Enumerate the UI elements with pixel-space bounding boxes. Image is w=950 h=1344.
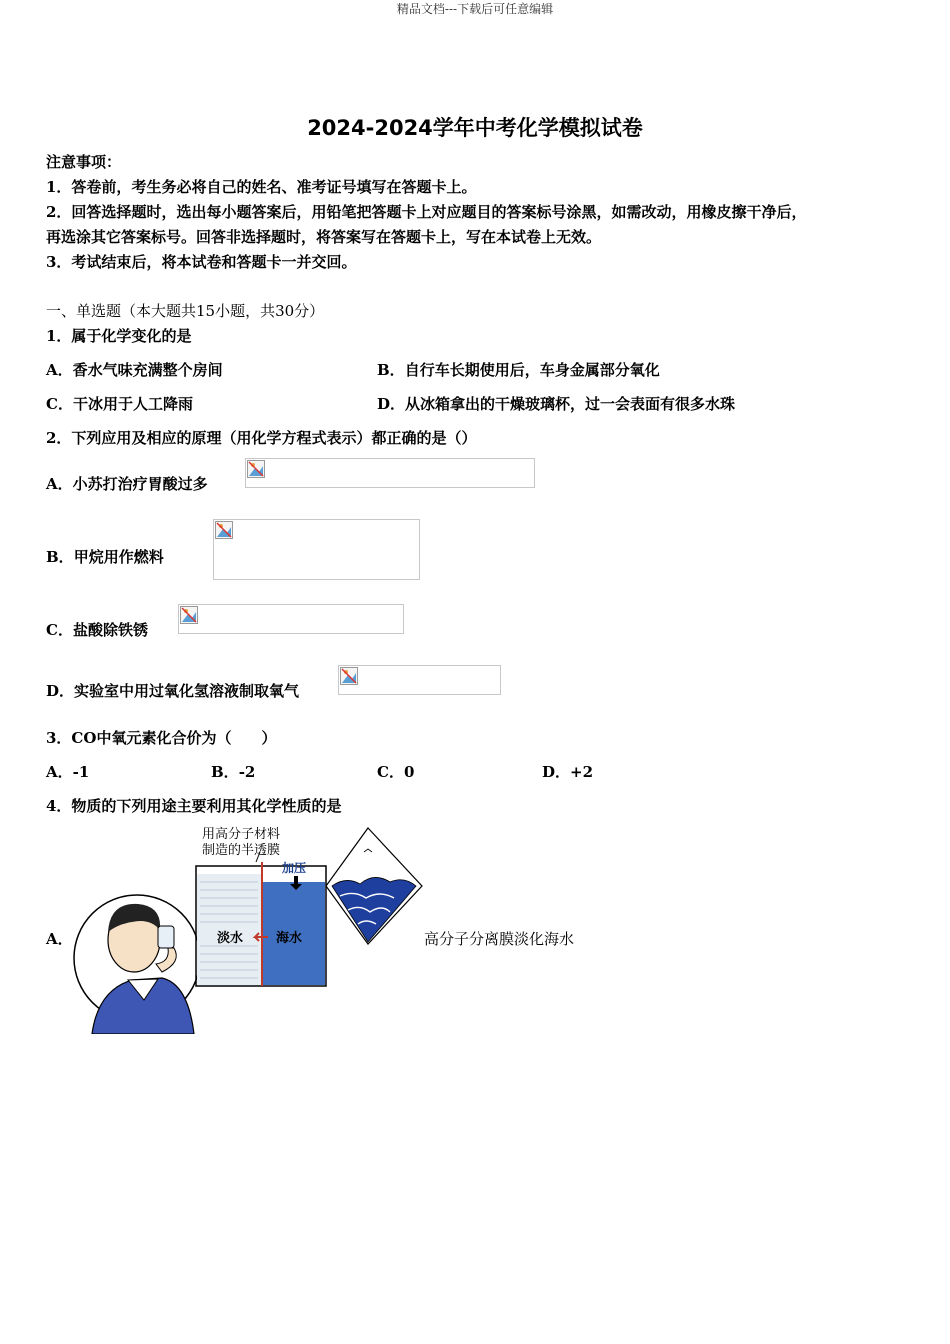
option-label: A． [46,475,73,493]
option-label: D． [377,395,406,413]
notice-item-2-cont: 再选涂其它答案标号。回答非选择题时，将答案写在答题卡上，写在本试卷上无效。 [46,228,602,246]
broken-image-icon [215,521,233,539]
option-text: 盐酸除铁锈 [72,621,148,639]
q2-option-c [46,618,148,643]
q2-option-b [46,545,164,570]
broken-image-icon [340,667,358,685]
option-label: A． [46,361,73,379]
desalination-figure [70,822,425,1034]
q3-option-d [542,760,593,785]
fresh-water-region [197,874,261,985]
section-heading: 一、单选题（本大题共15小题，共30分） [46,302,325,320]
page-title: 2024-2024学年中考化学模拟试卷 [307,116,643,140]
sea-water-label: 海水 [276,931,303,946]
broken-image-icon [247,460,265,478]
option-text: -1 [72,763,90,781]
q3-stem: 3．CO中氧元素化合价为（ ） [46,729,277,747]
q1-option-b [377,358,660,383]
fresh-water-label: 淡水 [217,931,244,946]
q1-stem: 1．属于化学变化的是 [46,327,192,345]
option-text: 实验室中用过氧化氢溶液制取氧气 [74,682,300,700]
notice-item-1: 1．答卷前，考生务必将自己的姓名、准考证号填写在答题卡上。 [46,178,477,196]
broken-image-icon [180,606,198,624]
option-text: +2 [570,763,594,781]
q3-option-b [211,760,255,785]
option-label: A． [46,763,73,781]
option-text: 从冰箱拿出的干燥玻璃杯，过一会表面有很多水珠 [405,395,736,413]
option-label: B． [377,361,405,379]
option-label: C． [46,621,73,639]
notice-item-2: 2．回答选择题时，选出每小题答案后，用铅笔把答题卡上对应题目的答案标号涂黑，如需改动，用橡皮擦干净后， [46,203,807,221]
q4-option-a-label: A． [46,930,73,948]
q2-option-a [46,472,208,497]
option-label: B． [211,763,239,781]
option-label: C． [46,395,73,413]
pressure-label: 加压 [282,861,307,875]
notice-item-3: 3．考试结束后，将本试卷和答题卡一并交回。 [46,253,357,271]
equation-image-placeholder [213,519,420,580]
page-header: 精品文档---下载后可任意编辑 [396,2,554,16]
option-text: -2 [238,763,256,781]
option-text: 0 [403,763,415,781]
q2-stem: 2．下列应用及相应的原理（用化学方程式表示）都正确的是（） [46,429,477,447]
q4-option-a-text: 高分子分离膜淡化海水 [424,930,575,948]
equation-image-placeholder [178,604,404,634]
equation-image-placeholder [338,665,501,695]
option-label: B． [46,548,74,566]
membrane-label-line1: 用高分子材料 [202,827,281,842]
q2-option-d [46,679,299,704]
option-text: 香水气味充满整个房间 [72,361,223,379]
q1-option-d [377,392,735,417]
q1-option-c [46,392,193,417]
option-text: 干冰用于人工降雨 [72,395,193,413]
option-label: D． [46,682,75,700]
q3-option-c [377,760,414,785]
option-text: 甲烷用作燃料 [73,548,164,566]
option-label: C． [377,763,404,781]
q1-option-a [46,358,223,383]
q3-option-a [46,760,89,785]
option-label: D． [542,763,571,781]
membrane-label-line2: 制造的半透膜 [202,843,281,858]
equation-image-placeholder [245,458,535,488]
q4-stem: 4．物质的下列用途主要利用其化学性质的是 [46,797,342,815]
option-text: 自行车长期使用后，车身金属部分氧化 [404,361,660,379]
notice-heading: 注意事项： [46,153,122,171]
option-text: 小苏打治疗胃酸过多 [72,475,208,493]
